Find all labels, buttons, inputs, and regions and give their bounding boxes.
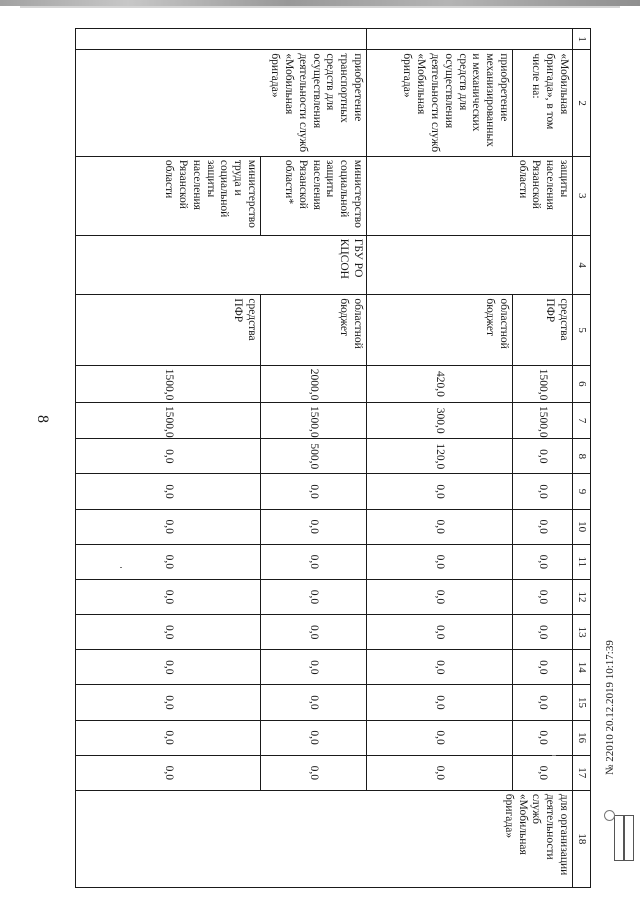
cell-value: 0,0 (76, 474, 261, 509)
column-number-row (573, 29, 591, 888)
logo-box-top (614, 815, 624, 861)
cell-value: 0,0 (76, 615, 261, 650)
cell-value: 0,0 (513, 685, 573, 720)
cell-value: 0,0 (367, 720, 513, 755)
cell-value: 0,0 (76, 544, 261, 579)
registration-stamp: № 22010 20.12.2019 10:17:39 (604, 640, 616, 775)
scan-speck (552, 755, 556, 756)
cell-value: 0,0 (513, 439, 573, 474)
cell-value: 0,0 (513, 474, 573, 509)
colnum: 7 (573, 403, 591, 439)
cell-value: 1500,0 (513, 403, 573, 439)
cell-value: 0,0 (367, 755, 513, 790)
page-number: 8 (34, 415, 51, 423)
cell-value: 0,0 (76, 650, 261, 685)
cell-value: 0,0 (367, 579, 513, 614)
cell-event: приобретение механизированных и механических средств для осуществления деятельности служб «Мобильная бригада» (367, 50, 513, 157)
cell-value: 0,0 (367, 509, 513, 544)
colnum: 4 (573, 235, 591, 295)
cell-participant (367, 235, 573, 295)
cell-value: 0,0 (261, 474, 367, 509)
cell-value: 0,0 (513, 544, 573, 579)
colnum: 11 (573, 544, 591, 579)
cell-event: «Мобильная бригада», в том числе на: (513, 50, 573, 157)
colnum: 2 (573, 50, 591, 157)
cell-value: 2000,0 (261, 365, 367, 402)
cell-purpose: для организации деятельности служб «Мобильная бригада» (76, 790, 573, 887)
cell-event: приобретение транспортных средств для осуществления деятельности служб «Мобильная бригада» (76, 50, 367, 157)
cell-value: 0,0 (367, 544, 513, 579)
cell-source: областной бюджет (367, 295, 513, 365)
colnum: 6 (573, 365, 591, 402)
cell-value: 0,0 (261, 755, 367, 790)
scan-edge-line (20, 6, 620, 8)
cell-value: 1500,0 (261, 403, 367, 439)
colnum: 12 (573, 579, 591, 614)
budget-table (75, 28, 591, 888)
cell-value: 0,0 (367, 650, 513, 685)
cell-value: 420,0 (367, 365, 513, 402)
cell-value: 0,0 (261, 685, 367, 720)
colnum: 3 (573, 156, 591, 235)
cell-source: областной бюджет (261, 295, 367, 365)
colnum: 8 (573, 439, 591, 474)
cell-value: 0,0 (76, 685, 261, 720)
cell-value: 0,0 (261, 720, 367, 755)
colnum: 5 (573, 295, 591, 365)
cell-value: 1500,0 (76, 365, 261, 402)
colnum: 15 (573, 685, 591, 720)
cell-value: 0,0 (261, 509, 367, 544)
cell-value: 0,0 (513, 509, 573, 544)
cell-value: 120,0 (367, 439, 513, 474)
cell-index (76, 29, 367, 50)
cell-value: 0,0 (513, 720, 573, 755)
cell-value: 0,0 (261, 615, 367, 650)
cell-value: 0,0 (261, 579, 367, 614)
cell-value: 0,0 (76, 755, 261, 790)
cell-value: 500,0 (261, 439, 367, 474)
cell-value: 1500,0 (76, 403, 261, 439)
cell-value: 0,0 (76, 579, 261, 614)
cell-value: 1500,0 (513, 365, 573, 402)
colnum: 14 (573, 650, 591, 685)
cell-source: средства ПФР (513, 295, 573, 365)
cell-value: 0,0 (76, 509, 261, 544)
cell-value: 0,0 (367, 474, 513, 509)
colnum: 17 (573, 755, 591, 790)
rotated-table-wrapper (76, 28, 591, 888)
cell-value: 300,0 (367, 403, 513, 439)
colnum: 13 (573, 615, 591, 650)
cell-index (367, 29, 573, 50)
logo-box-bottom (624, 815, 634, 861)
colnum: 1 (573, 29, 591, 50)
cell-value: 0,0 (76, 720, 261, 755)
colnum: 18 (573, 790, 591, 887)
cell-value: 0,0 (513, 579, 573, 614)
cell-source: средства ПФР (76, 295, 261, 365)
colnum: 10 (573, 509, 591, 544)
cell-value: 0,0 (513, 755, 573, 790)
logo-emblem-icon (604, 810, 615, 821)
cell-value: 0,0 (76, 439, 261, 474)
cell-value: 0,0 (513, 650, 573, 685)
table-row (76, 29, 261, 888)
colnum: 9 (573, 474, 591, 509)
cell-value: 0,0 (261, 650, 367, 685)
cell-executor: защиты населения Рязанской области (367, 156, 573, 235)
cell-value: 0,0 (261, 544, 367, 579)
ministry-logo (614, 817, 634, 861)
table-row (261, 29, 367, 888)
cell-executor: министерство труда и социальной защиты населения Рязанской области (76, 156, 261, 235)
cell-participant: ГБУ РО КЦСОН (76, 235, 367, 295)
cell-value: 0,0 (367, 685, 513, 720)
table-row (513, 29, 573, 888)
scan-speck (120, 567, 122, 568)
cell-value: 0,0 (513, 615, 573, 650)
cell-value: 0,0 (367, 615, 513, 650)
colnum: 16 (573, 720, 591, 755)
cell-executor: министерство социальной защиты населения Рязанской области* (261, 156, 367, 235)
